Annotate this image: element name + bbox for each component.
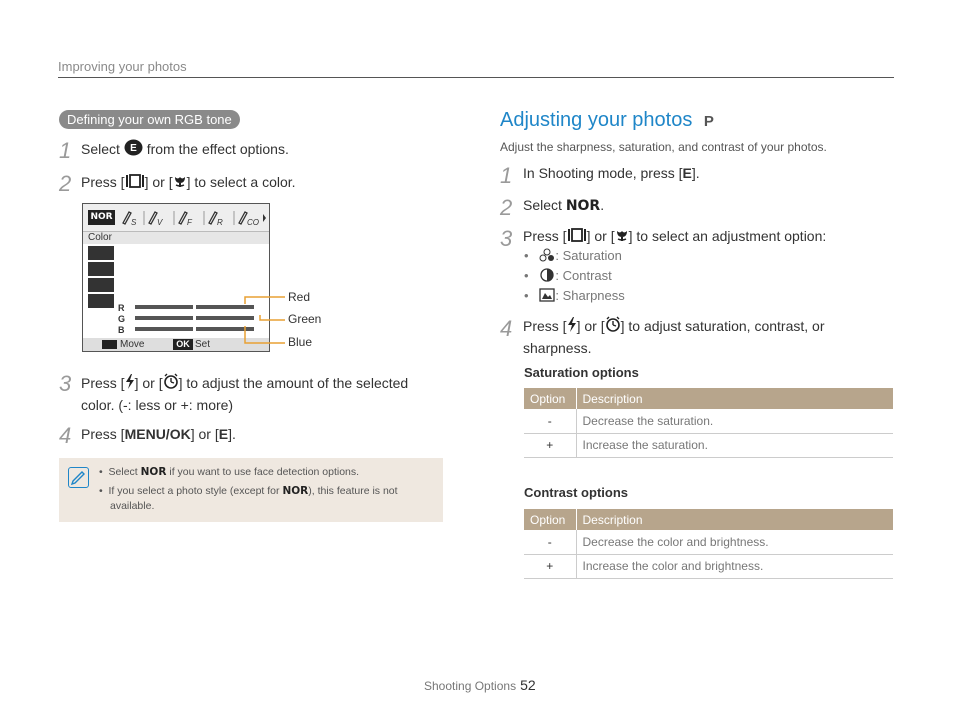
svg-text:V: V [157, 218, 163, 227]
sharpness-icon [88, 294, 114, 308]
right-step-1-text [523, 163, 700, 184]
slider-r [118, 303, 125, 313]
section-title-text: Adjusting your photos [500, 109, 693, 131]
slider-label: G [118, 314, 126, 324]
callout-green: Green [288, 312, 322, 326]
step-text: from the effect options. [146, 141, 289, 158]
note-text: available. [110, 500, 155, 512]
bullet-text: : Sharpness [555, 288, 625, 303]
red-bar-left [135, 305, 193, 309]
bullet-sharpness: • : Sharpness [524, 288, 625, 305]
left-step-3-text [81, 373, 441, 416]
nor-icon: NOR [565, 198, 601, 214]
step-number: 1 [500, 163, 513, 188]
photo-style-icons [119, 209, 267, 227]
step-number: 2 [59, 171, 72, 196]
color-row: Color [83, 232, 269, 244]
step-number: 3 [500, 226, 513, 251]
table-row [524, 530, 893, 554]
saturation-icon [88, 262, 114, 276]
table-row [524, 433, 893, 457]
step-text: ] or [ [576, 318, 605, 334]
left-step-4 [59, 425, 71, 448]
nor-icon: NOR [282, 485, 309, 497]
saturation-icon [539, 248, 555, 265]
subsection-pill: Defining your own RGB tone [59, 110, 240, 129]
step-text-line2: sharpness. [523, 340, 592, 357]
step-text: ] to select a color. [186, 174, 296, 190]
right-step-3 [500, 228, 512, 251]
step-text: ] or [ [586, 228, 615, 244]
slider-label: R [118, 303, 125, 313]
step-text: Select [523, 197, 562, 213]
left-step-2 [59, 173, 71, 196]
step-number: 2 [500, 195, 513, 220]
bullet-text: : Contrast [555, 268, 612, 283]
saturation-table-title: Saturation options [524, 365, 639, 380]
step-text: Select [81, 141, 120, 158]
column-header: Description [576, 509, 893, 530]
right-step-4 [500, 318, 512, 341]
step-text: ] to select an adjustment option: [628, 228, 827, 244]
step-text: . [600, 197, 605, 213]
table-header-row [524, 509, 893, 530]
macro-icon [173, 173, 187, 194]
left-step-2-text [81, 172, 296, 194]
step-number: 1 [59, 138, 72, 163]
step-text: ] or [ [144, 174, 173, 190]
flash-icon [567, 317, 577, 338]
page-number: 52 [520, 677, 536, 693]
svg-text:CO: CO [247, 218, 259, 227]
flash-icon [125, 374, 135, 395]
svg-text:F: F [187, 218, 192, 227]
section-subtitle: Adjust the sharpness, saturation, and contrast of your photos. [500, 140, 827, 154]
note-text: ), this feature is not [308, 485, 398, 497]
callout-red: Red [288, 290, 311, 304]
sharpness-icon [539, 288, 555, 305]
step-text: ] or [ [190, 426, 219, 442]
set-label: Set [195, 339, 211, 350]
option-cell: + [524, 433, 576, 457]
step-text: ]. [691, 165, 700, 181]
step-text-line2: color. (-: less or +: more) [81, 397, 234, 414]
callout-lines [240, 290, 290, 350]
macro-icon [615, 227, 629, 248]
slider-b [118, 325, 125, 335]
callout-blue: Blue [288, 335, 313, 349]
contrast-icon [88, 278, 114, 292]
effect-menu-bar [83, 204, 269, 232]
option-cell: - [524, 409, 576, 433]
note-text: If you select a photo style (except for [108, 485, 280, 497]
right-step-3-text [523, 226, 826, 248]
description-cell: Increase the saturation. [576, 433, 893, 457]
column-header: Option [524, 509, 576, 530]
right-step-4-text [523, 316, 893, 359]
bullet-contrast: • : Contrast [524, 268, 612, 285]
contrast-icon [539, 268, 555, 285]
svg-text:S: S [131, 218, 137, 227]
note-box [59, 458, 443, 522]
slider-g [118, 314, 125, 324]
nor-icon: NOR [88, 210, 115, 225]
step-text: Press [ [81, 426, 125, 442]
slider-label: B [118, 325, 125, 335]
step-number: 4 [500, 316, 513, 341]
display-button-icon [125, 173, 145, 194]
svg-text:R: R [217, 218, 223, 227]
description-cell: Increase the color and brightness. [576, 554, 893, 578]
green-bar-left [135, 316, 193, 320]
note-text: Select [108, 466, 138, 478]
step-text: In Shooting mode, press [ [523, 165, 683, 181]
step-text: Press [ [81, 174, 125, 190]
bullet-saturation: • : Saturation [524, 248, 622, 265]
description-cell: Decrease the color and brightness. [576, 530, 893, 554]
option-cell: + [524, 554, 576, 578]
nor-icon: NOR [140, 466, 167, 478]
table-row [524, 409, 893, 433]
header-rule [58, 77, 894, 78]
step-text: ] or [ [134, 375, 163, 391]
step-text: ] to adjust the amount of the selected [178, 375, 409, 391]
move-label: Move [120, 339, 145, 350]
description-cell: Decrease the saturation. [576, 409, 893, 433]
table-header-row [524, 388, 893, 409]
running-header: Improving your photos [58, 59, 187, 74]
step-text: Press [ [523, 318, 567, 334]
effect-icon [124, 139, 143, 162]
e-key: E [682, 165, 692, 181]
note-text: if you want to use face detection options. [169, 466, 360, 478]
step-text: ]. [228, 426, 236, 442]
saturation-table [524, 388, 893, 458]
left-step-3 [59, 373, 71, 396]
move-arrows-icon [102, 340, 117, 349]
contrast-table [524, 509, 893, 579]
program-mode-icon: P [703, 113, 714, 130]
right-step-2 [500, 197, 512, 220]
step-number: 4 [59, 423, 72, 448]
page-footer [424, 677, 536, 693]
note-bullet-2: • If you select a photo style (except for NOR), this feature is not available. [99, 484, 419, 514]
column-header: Option [524, 388, 576, 409]
note-bullet-1: • Select NOR if you want to use face detection options. [99, 466, 360, 478]
e-key: E [218, 426, 229, 442]
menu-ok-key: MENU/OK [124, 426, 191, 442]
left-step-4-text [81, 424, 236, 445]
bullet-text: : Saturation [555, 248, 622, 263]
step-text: Press [ [523, 228, 567, 244]
timer-icon [163, 373, 179, 395]
step-text: ] to adjust saturation, contrast, or [620, 318, 825, 334]
right-step-1 [500, 165, 512, 188]
display-button-icon [567, 227, 587, 248]
right-step-2-text [523, 195, 604, 217]
left-step-1-text [81, 139, 289, 162]
option-cell: - [524, 530, 576, 554]
timer-icon [605, 316, 621, 338]
footer-label: Shooting Options [424, 679, 517, 693]
table-row [524, 554, 893, 578]
left-step-1 [59, 140, 71, 163]
blue-bar-left [135, 327, 193, 331]
step-number: 3 [59, 371, 72, 396]
section-title [500, 109, 714, 132]
face-icon [88, 246, 114, 260]
step-text: Press [ [81, 375, 125, 391]
ok-icon: OK [173, 339, 193, 350]
contrast-table-title: Contrast options [524, 485, 628, 500]
column-header: Description [576, 388, 893, 409]
svg-text:E: E [129, 143, 137, 154]
note-icon [68, 467, 89, 488]
